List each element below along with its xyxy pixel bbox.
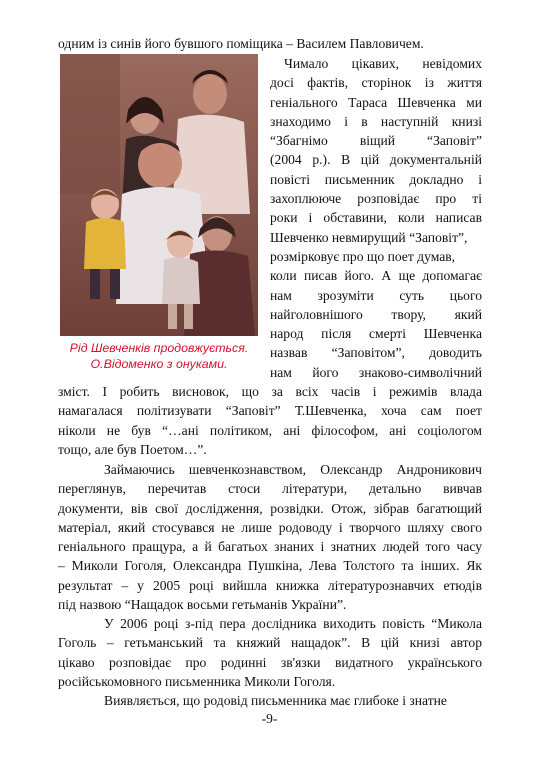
- top-line: одним із синів його бувшого поміщика – Василем Павловичем.: [58, 36, 424, 51]
- text-line: досі фактів, сторінок із життя: [270, 75, 482, 91]
- text-line: геніального Тараса Шевченка ми: [270, 94, 482, 110]
- text-line: захоплююче розповідає про ті: [270, 191, 482, 207]
- page-number: -9-: [261, 711, 278, 726]
- text-line: Виявляється, що родовід письменника має глибоке і знатне: [104, 693, 447, 708]
- text-line: розмірковує про що поет думав,: [270, 248, 456, 264]
- text-line: Займаючись шевченкознавством, Олександр Андроникович: [104, 462, 482, 477]
- family-photo-image: [60, 54, 258, 336]
- text-line: – Миколи Гоголя, Олександра Пушкіна, Лева Толстого та інших. Як: [58, 558, 482, 574]
- right-column-text: [270, 54, 482, 382]
- text-line: роки і обставини, коли написав: [270, 210, 482, 226]
- text-line: коли писав його. А ще допомагає: [270, 268, 482, 284]
- paragraph-2: [58, 460, 482, 614]
- text-line: “Збагнімо віщий “Заповіт”: [270, 133, 482, 149]
- text-line: переглянув, перечитав стоси літератури, детально вивчав: [58, 481, 482, 497]
- text-line: найголовнішого твору, який: [270, 306, 482, 322]
- text-line: знаходимо і в наступній книзі: [270, 113, 482, 129]
- text-line: У 2006 році з-під пера дослідника виходить повість “Микола: [104, 616, 482, 631]
- text-line: результат – у 2005 році вийшла книжка літературознавчих етюдів: [58, 577, 482, 593]
- caption-line-2: О.Відоменко з онуками.: [90, 357, 228, 371]
- text-line: геніального пращура, а й багатьох знаних і знатних людей того часу: [58, 539, 482, 555]
- text-line: Чимало цікавих, невідомих: [284, 56, 482, 71]
- text-line: російськомовного письменника Миколи Гоголя.: [58, 673, 336, 689]
- paragraph-1-continuation: [58, 382, 482, 459]
- text-line: зміст. І робить висновок, що за всіх часів і режимів влада: [58, 384, 482, 399]
- text-line: назвав “Заповітом”, доводить: [270, 345, 482, 361]
- text-line: Шевченко невмирущий “Заповіт”,: [270, 229, 468, 245]
- text-line: матеріал, який стосувався не лише родоводу і творчого шляху свого: [58, 519, 482, 535]
- text-line: нам його знаково-символічний: [270, 364, 482, 380]
- text-line: народ після смерті Шевченка: [270, 326, 482, 342]
- text-line: ніколи не був “…ані політиком, ані філософом, ані соціологом: [58, 422, 482, 438]
- text-line: тощо, але був Поетом…”.: [58, 441, 207, 457]
- paragraph-3: [58, 614, 482, 691]
- text-line: під назвою “Нащадок восьми гетьманів України”.: [58, 597, 347, 613]
- text-line: Гоголь – гетьманський та княжий нащадок”. В цій книзі автор: [58, 635, 482, 651]
- text-line: намагалася політизувати “Заповіт” Т.Шевченка, хоча сам поет: [58, 403, 482, 419]
- text-line: цікаво розповідає про родинні зв'язки видатного українського: [58, 654, 482, 670]
- text-line: документи, вів свої дослідження, розвідки. Отож, зібрав багатющий: [58, 500, 482, 516]
- text-line: (2004 р.). В цій документальній: [270, 152, 482, 168]
- photo-caption: [60, 340, 258, 372]
- photo-figure: [60, 54, 258, 372]
- caption-line-1: Рід Шевченків продовжується.: [69, 341, 249, 355]
- paragraph-4: [58, 691, 482, 710]
- text-line: нам зрозуміти суть цього: [270, 287, 482, 303]
- family-photo: [60, 54, 258, 336]
- text-line: повісті письменник докладно і: [270, 171, 482, 187]
